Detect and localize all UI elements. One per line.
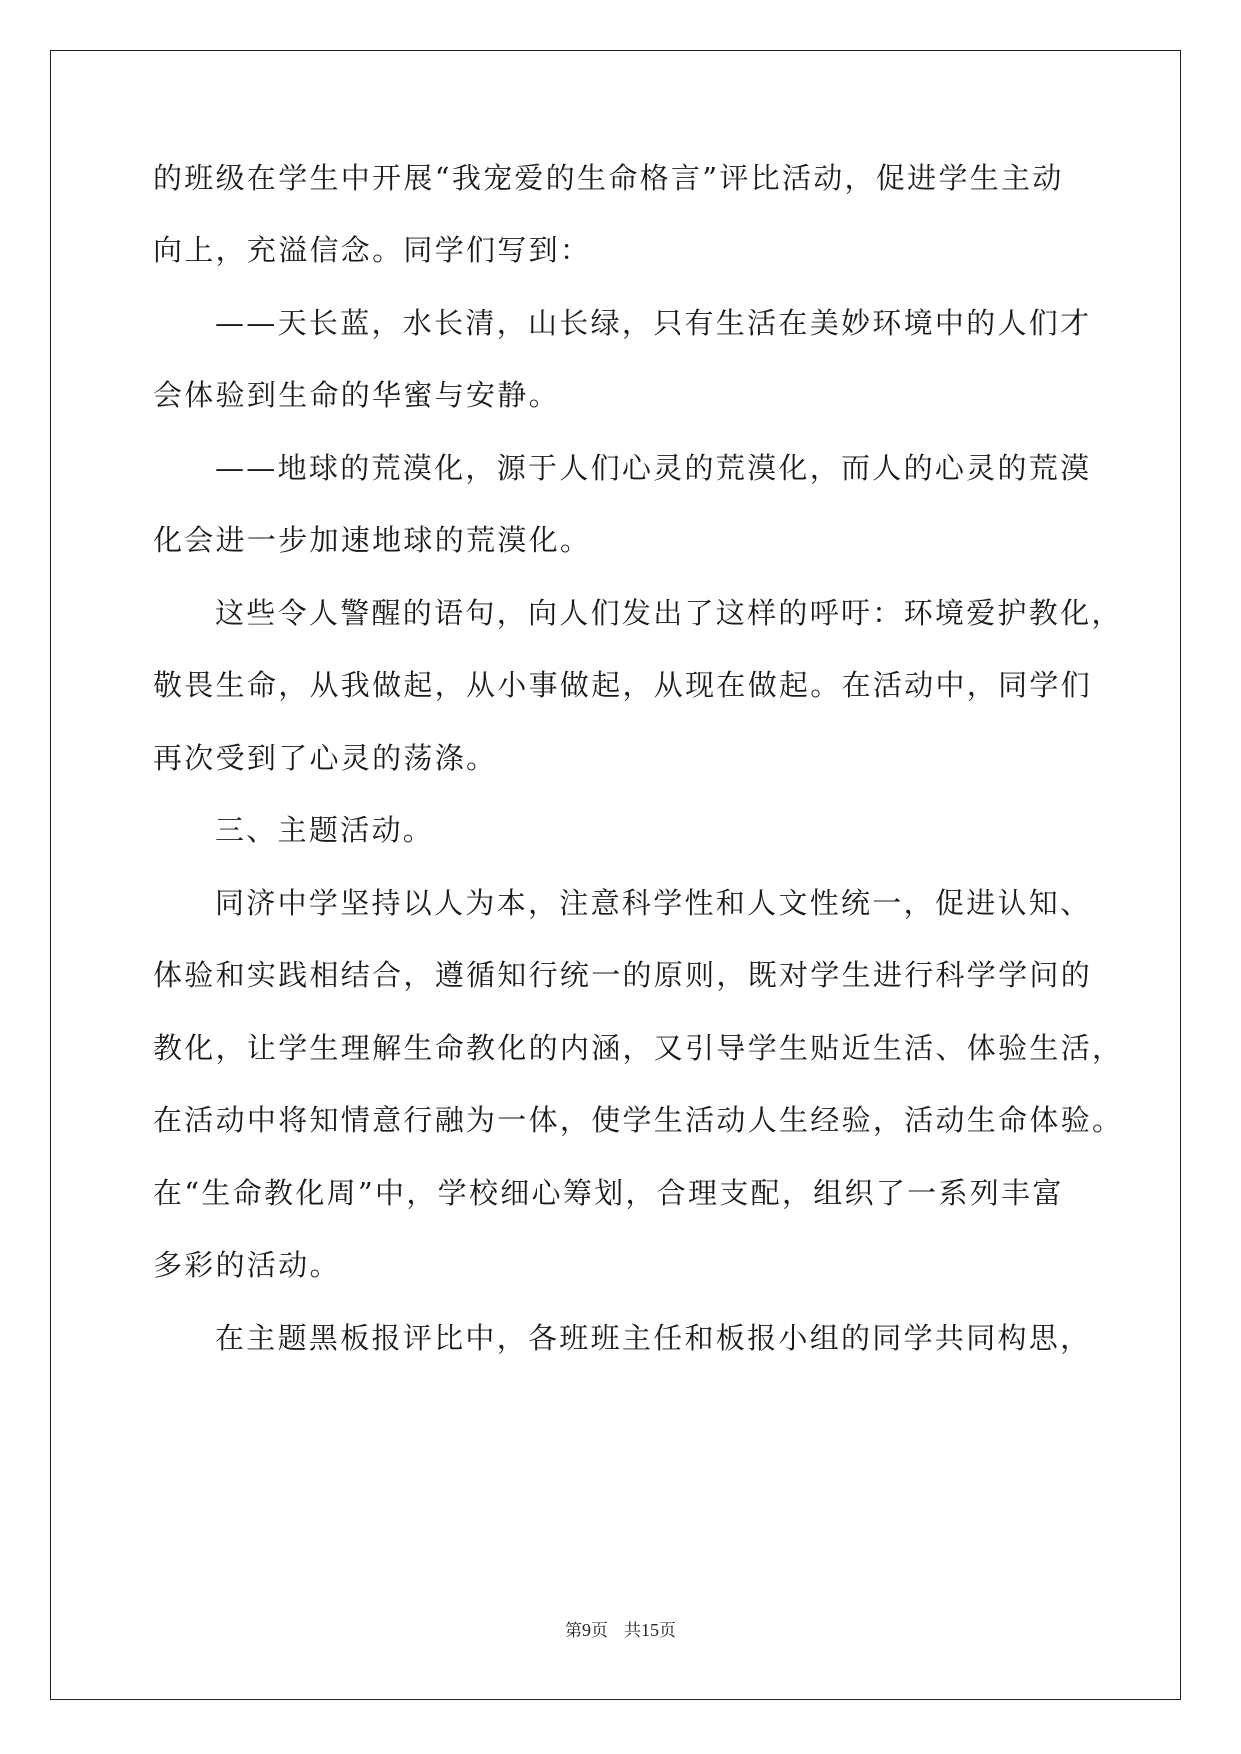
text-line: 教化，让学生理解生命教化的内涵，又引导学生贴近生活、体验生活， (153, 1031, 1124, 1065)
total-prefix: 共 (624, 1621, 641, 1641)
text-line: 的班级在学生中开展“我宠爱的生命格言”评比活动，促进学生主动 (153, 161, 1064, 195)
text-line: ——地球的荒漠化，源于人们心灵的荒漠化，而人的心灵的荒漠 (215, 451, 1092, 485)
text-line: 敬畏生命，从我做起，从小事做起，从现在做起。在活动中，同学们 (153, 668, 1093, 702)
text-line: 在活动中将知情意行融为一体，使学生活动人生经验，活动生命体验。 (153, 1103, 1124, 1137)
text-line: 在“生命教化周”中，学校细心筹划，合理支配，组织了一系列丰富 (153, 1176, 1064, 1210)
text-line: 向上，充溢信念。同学们写到： (153, 233, 592, 267)
page-footer (0, 1616, 1241, 1641)
section-heading: 三、主题活动。 (215, 813, 435, 847)
text-line: 体验和实践相结合，遵循知行统一的原则，既对学生进行科学学问的 (153, 958, 1093, 992)
text-line: 同济中学坚持以人为本，注意科学性和人文性统一，促进认知、 (215, 886, 1092, 920)
text-line: 多彩的活动。 (153, 1248, 341, 1282)
text-line: ——天长蓝，水长清，山长绿，只有生活在美妙环境中的人们才 (215, 306, 1092, 340)
page-prefix: 第 (565, 1621, 582, 1641)
text-line: 化会进一步加速地球的荒漠化。 (153, 523, 592, 557)
text-line: 再次受到了心灵的荡涤。 (153, 741, 498, 775)
text-line: 在主题黑板报评比中，各班班主任和板报小组的同学共同构思， (215, 1321, 1092, 1355)
page-border (50, 50, 1181, 1700)
total-suffix: 页 (659, 1621, 676, 1641)
page-number: 9 (582, 1620, 591, 1640)
total-pages: 15 (641, 1620, 659, 1640)
text-line: 会体验到生命的华蜜与安静。 (153, 378, 560, 412)
page-suffix: 页 (591, 1621, 608, 1641)
text-line: 这些令人警醒的语句，向人们发出了这样的呼吁：环境爱护教化， (215, 596, 1123, 630)
